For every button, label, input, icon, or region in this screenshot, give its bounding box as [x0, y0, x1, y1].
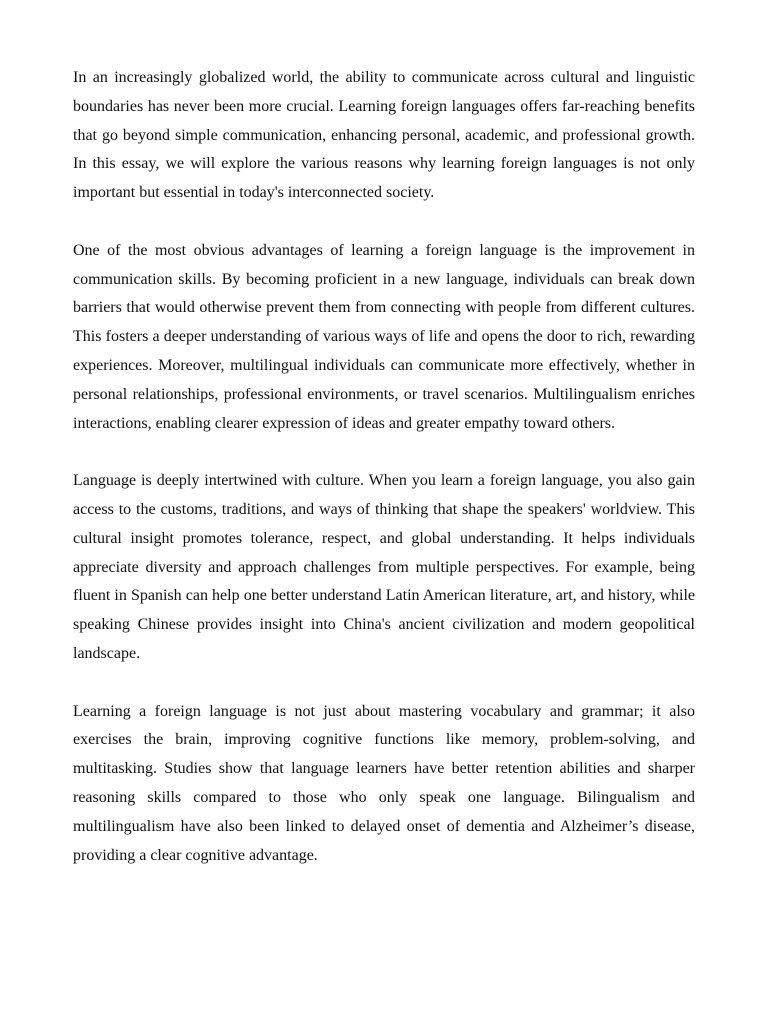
paragraph-communication-skills: One of the most obvious advantages of learning a foreign language is the improvement in communication skills. By becoming proficient in a new language, individuals can break down barriers that would otherwise prevent them from connecting with people from different cultures. This fosters a deeper understanding of various ways of life and opens the door to rich, rewarding experiences. Moreover, multilingual individuals can communicate more effectively, whether in personal relationships, professional environments, or travel scenarios. Multilingualism enriches interactions, enabling clearer expression of ideas and greater empathy toward others. — [73, 241, 695, 432]
paragraph-intro: In an increasingly globalized world, the ability to communicate across cultural and linguistic boundaries has never been more crucial. Learning foreign languages offers far-reaching benefits that go beyond simple communication, enhancing personal, academic, and professional growth. In this essay, we will explore the various reasons why learning foreign languages is not only important but essential in today's interconnected society. — [73, 69, 695, 202]
document-page — [73, 64, 695, 870]
paragraph-cognitive-benefits: Learning a foreign language is not just about mastering vocabulary and grammar; it also exercises the brain, improving cognitive functions like memory, problem-solving, and multitasking. Studies show that language learners have better retention abilities and sharper reasoning skills compared to those who only speak one language. Bilingualism and multilingualism have also been linked to delayed onset of dementia and Alzheimer’s disease, providing a clear cognitive advantage. — [73, 702, 695, 864]
paragraph-cultural-understanding: Language is deeply intertwined with culture. When you learn a foreign language, you also gain access to the customs, traditions, and ways of thinking that shape the speakers' worldview. This cultural insight promotes tolerance, respect, and global understanding. It helps individuals appreciate diversity and approach challenges from multiple perspectives. For example, being fluent in Spanish can help one better understand Latin American literature, art, and history, while speaking Chinese provides insight into China's ancient civilization and modern geopolitical landscape. — [73, 472, 695, 662]
